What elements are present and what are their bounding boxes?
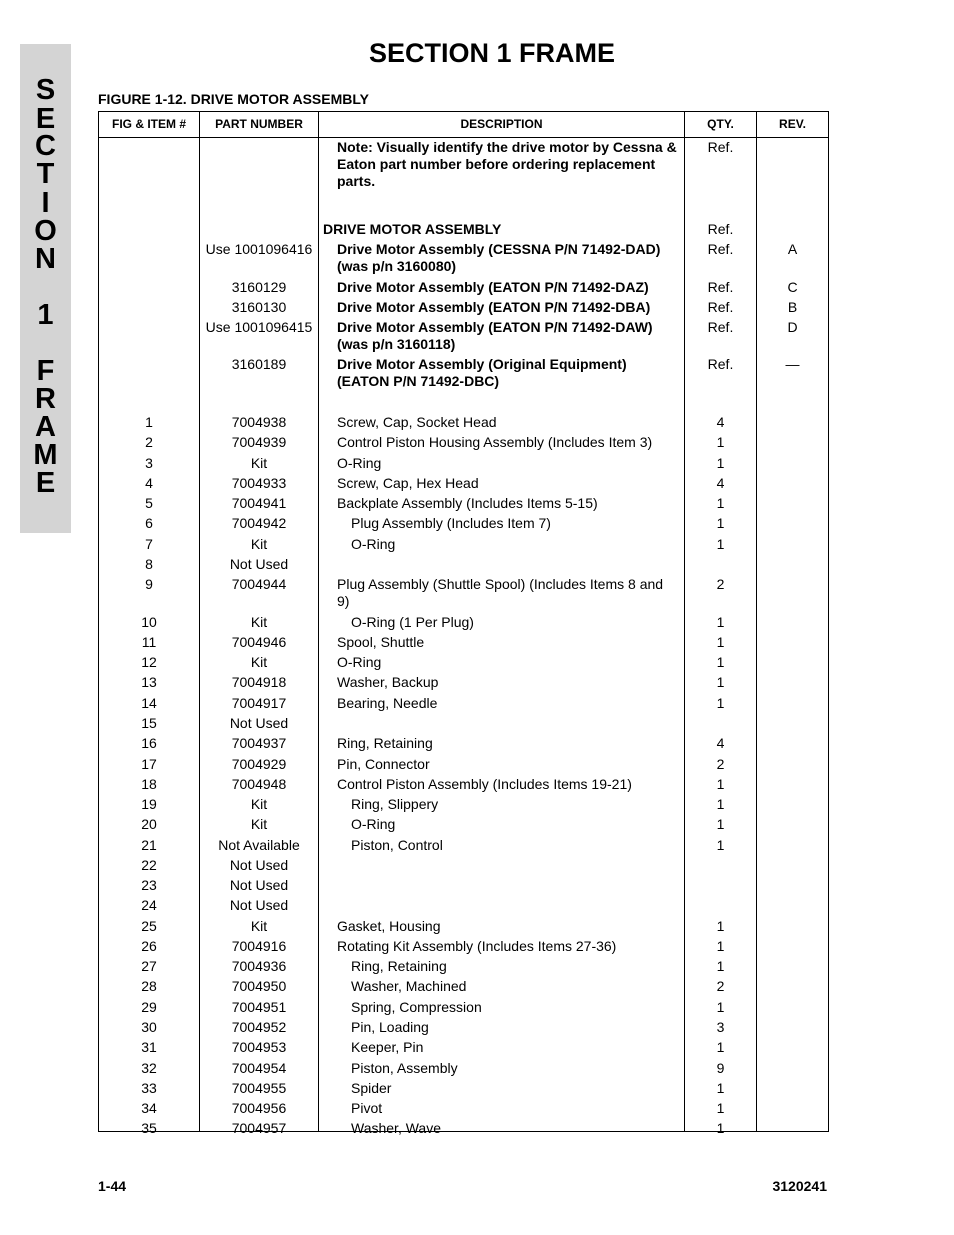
row-part-number: 7004941 (231, 495, 287, 511)
row-part-number: Not Available (218, 837, 300, 853)
row-description: Pivot (351, 1100, 383, 1116)
row-description: Piston, Assembly (351, 1060, 458, 1076)
row-part-number: 7004953 (231, 1039, 287, 1055)
row-part-number: 7004918 (231, 674, 287, 690)
row-part-number: 7004939 (231, 434, 287, 450)
row-quantity: 1 (716, 695, 725, 711)
row-description: O-Ring (1 Per Plug) (351, 614, 474, 630)
row-quantity: 3 (716, 1019, 725, 1035)
parts-table (98, 111, 829, 1136)
row-quantity: 1 (716, 999, 725, 1015)
row-description: Spool, Shuttle (337, 634, 425, 650)
row-quantity: 1 (716, 776, 725, 792)
row-item-number: 28 (141, 978, 157, 994)
row-part-number: 7004946 (231, 634, 287, 650)
row-description: Screw, Cap, Hex Head (337, 475, 479, 491)
row-item-number: 10 (141, 614, 157, 630)
header-rev: REV. (779, 117, 806, 131)
row-revision: A (787, 241, 798, 257)
row-quantity: 1 (716, 1100, 725, 1116)
row-description: Drive Motor Assembly (Original Equipment) (EATON P/N 71492-DBC) (337, 356, 627, 389)
row-part-number: Kit (250, 654, 268, 670)
row-description: Washer, Backup (337, 674, 439, 690)
row-description: Drive Motor Assembly (CESSNA P/N 71492-DAD) (was p/n 3160080) (337, 241, 661, 274)
section-side-tab (20, 44, 71, 533)
row-quantity: 1 (716, 1039, 725, 1055)
row-description: Piston, Control (351, 837, 443, 853)
row-part-number: 7004954 (231, 1060, 287, 1076)
row-item-number: 31 (141, 1039, 157, 1055)
row-item-number: 22 (141, 857, 157, 873)
row-description: Screw, Cap, Socket Head (337, 414, 497, 430)
side-tab-letter: N (35, 243, 56, 275)
row-description: Keeper, Pin (351, 1039, 424, 1055)
header-qty: QTY. (707, 117, 734, 131)
side-tab-letter: 1 (37, 299, 54, 331)
column-divider (318, 112, 319, 1131)
header-part-number: PART NUMBER (215, 117, 303, 131)
row-item-number: 1 (145, 414, 153, 430)
row-item-number: 26 (141, 938, 157, 954)
row-part-number: 7004956 (231, 1100, 287, 1116)
row-item-number: 23 (141, 877, 157, 893)
header-divider (99, 137, 828, 138)
row-part-number: Kit (250, 614, 268, 630)
side-tab-letter: I (41, 187, 50, 219)
row-item-number: 21 (141, 837, 157, 853)
row-part-number: 7004938 (231, 414, 287, 430)
row-part-number: Use 1001096415 (205, 319, 313, 335)
row-item-number: 16 (141, 735, 157, 751)
row-part-number: 7004937 (231, 735, 287, 751)
row-quantity: 2 (716, 978, 725, 994)
row-item-number: 25 (141, 918, 157, 934)
row-description: Pin, Connector (337, 756, 430, 772)
row-item-number: 2 (145, 434, 153, 450)
row-part-number: 7004957 (231, 1120, 287, 1136)
side-tab-letter: F (36, 355, 55, 387)
row-description: Washer, Machined (351, 978, 467, 994)
row-quantity: Ref. (707, 241, 734, 257)
row-part-number: 7004942 (231, 515, 287, 531)
row-revision: D (787, 319, 798, 335)
row-item-number: 12 (141, 654, 157, 670)
row-quantity: 1 (716, 674, 725, 690)
row-part-number: 7004916 (231, 938, 287, 954)
row-quantity: Ref. (707, 139, 734, 155)
row-item-number: 20 (141, 816, 157, 832)
side-tab-letter: C (35, 130, 56, 162)
row-part-number: Not Used (229, 556, 289, 572)
row-revision: B (787, 299, 798, 315)
side-tab-letter: A (35, 411, 56, 443)
row-part-number: 7004951 (231, 999, 287, 1015)
row-description: Spring, Compression (351, 999, 482, 1015)
row-revision: — (785, 356, 800, 372)
row-description: Plug Assembly (Includes Item 7) (351, 515, 551, 531)
row-part-number: Kit (250, 816, 268, 832)
row-part-number: 7004948 (231, 776, 287, 792)
row-item-number: 29 (141, 999, 157, 1015)
row-quantity: Ref. (707, 279, 734, 295)
row-description: O-Ring (337, 455, 382, 471)
row-description: Rotating Kit Assembly (Includes Items 27-36) (337, 938, 617, 954)
row-description: Control Piston Housing Assembly (Includes Item 3) (337, 434, 653, 450)
row-item-number: 11 (141, 634, 157, 650)
row-item-number: 5 (145, 495, 153, 511)
row-description: Pin, Loading (351, 1019, 429, 1035)
row-quantity: 1 (716, 455, 725, 471)
row-description: Note: Visually identify the drive motor by Cessna & Eaton part number before ordering replacement parts. (337, 139, 677, 189)
row-revision: C (787, 279, 798, 295)
side-tab-letter: M (33, 439, 58, 471)
page-title: SECTION 1 FRAME (368, 38, 616, 68)
row-part-number: Not Used (229, 857, 289, 873)
row-part-number: Not Used (229, 715, 289, 731)
row-quantity: 1 (716, 938, 725, 954)
document-number: 3120241 (772, 1178, 827, 1194)
row-quantity: 1 (716, 495, 725, 511)
header-fig-item: FIG & ITEM # (111, 117, 186, 131)
row-item-number: 7 (145, 536, 153, 552)
figure-title: FIGURE 1-12. DRIVE MOTOR ASSEMBLY (98, 91, 369, 107)
row-quantity: 9 (716, 1060, 725, 1076)
row-part-number: Use 1001096416 (205, 241, 313, 257)
row-description: Drive Motor Assembly (EATON P/N 71492-DAW) (was p/n 3160118) (337, 319, 653, 352)
row-description: Washer, Wave (351, 1120, 441, 1136)
row-item-number: 3 (145, 455, 153, 471)
row-description: Plug Assembly (Shuttle Spool) (Includes Items 8 and 9) (337, 576, 664, 609)
row-quantity: 1 (716, 654, 725, 670)
side-tab-letter: E (35, 103, 56, 135)
row-quantity: 4 (716, 414, 725, 430)
row-part-number: 7004933 (231, 475, 287, 491)
row-part-number: 3160189 (231, 356, 287, 372)
row-part-number: 7004944 (231, 576, 287, 592)
row-description: Ring, Retaining (337, 735, 433, 751)
row-part-number: Kit (250, 536, 268, 552)
row-part-number: Not Used (229, 897, 289, 913)
row-description: Drive Motor Assembly (EATON P/N 71492-DBA) (337, 299, 651, 315)
row-item-number: 17 (141, 756, 157, 772)
row-part-number: Kit (250, 455, 268, 471)
row-item-number: 15 (141, 715, 157, 731)
row-item-number: 24 (141, 897, 157, 913)
row-part-number: 3160129 (231, 279, 287, 295)
side-tab-letter: T (36, 158, 55, 190)
row-quantity: 1 (716, 515, 725, 531)
row-part-number: 7004952 (231, 1019, 287, 1035)
side-tab-letter: E (35, 467, 56, 499)
row-item-number: 32 (141, 1060, 157, 1076)
row-item-number: 34 (141, 1100, 157, 1116)
row-part-number: Kit (250, 796, 268, 812)
side-tab-letter: O (34, 215, 57, 247)
row-item-number: 13 (141, 674, 157, 690)
column-divider (756, 112, 757, 1131)
row-quantity: 4 (716, 735, 725, 751)
row-quantity: Ref. (707, 319, 734, 335)
row-quantity: 1 (716, 1120, 725, 1136)
row-part-number: 7004929 (231, 756, 287, 772)
row-item-number: 14 (141, 695, 157, 711)
row-item-number: 9 (145, 576, 153, 592)
row-quantity: Ref. (707, 356, 734, 372)
row-quantity: 1 (716, 1080, 725, 1096)
row-quantity: 1 (716, 434, 725, 450)
row-item-number: 19 (141, 796, 157, 812)
row-description: Drive Motor Assembly (EATON P/N 71492-DAZ) (337, 279, 649, 295)
row-quantity: 1 (716, 958, 725, 974)
row-quantity: 4 (716, 475, 725, 491)
page-number: 1-44 (98, 1178, 127, 1194)
row-description: O-Ring (351, 816, 396, 832)
row-part-number: Kit (250, 918, 268, 934)
row-description: Spider (351, 1080, 392, 1096)
row-item-number: 30 (141, 1019, 157, 1035)
row-quantity: 2 (716, 756, 725, 772)
row-quantity: 1 (716, 918, 725, 934)
row-description: Backplate Assembly (Includes Items 5-15) (337, 495, 598, 511)
row-quantity: 1 (716, 634, 725, 650)
row-item-number: 27 (141, 958, 157, 974)
row-item-number: 35 (141, 1120, 157, 1136)
row-item-number: 33 (141, 1080, 157, 1096)
row-quantity: Ref. (707, 299, 734, 315)
side-tab-letter: S (35, 74, 56, 106)
row-description: DRIVE MOTOR ASSEMBLY (323, 221, 502, 237)
row-quantity: 2 (716, 576, 725, 592)
side-tab-letter: R (35, 383, 56, 415)
row-description: O-Ring (351, 536, 396, 552)
row-description: O-Ring (337, 654, 382, 670)
row-description: Control Piston Assembly (Includes Items 19-21) (337, 776, 632, 792)
row-item-number: 4 (145, 475, 153, 491)
row-description: Bearing, Needle (337, 695, 438, 711)
row-description: Gasket, Housing (337, 918, 441, 934)
row-item-number: 18 (141, 776, 157, 792)
row-part-number: 7004950 (231, 978, 287, 994)
row-item-number: 8 (145, 556, 153, 572)
row-quantity: 1 (716, 536, 725, 552)
row-quantity: 1 (716, 796, 725, 812)
row-item-number: 6 (145, 515, 153, 531)
row-description: Ring, Retaining (351, 958, 447, 974)
row-part-number: 7004936 (231, 958, 287, 974)
row-part-number: Not Used (229, 877, 289, 893)
row-quantity: Ref. (707, 221, 734, 237)
row-part-number: 3160130 (231, 299, 287, 315)
row-part-number: 7004955 (231, 1080, 287, 1096)
header-description: DESCRIPTION (460, 117, 543, 131)
row-description: Ring, Slippery (351, 796, 439, 812)
row-quantity: 1 (716, 614, 725, 630)
row-part-number: 7004917 (231, 695, 287, 711)
row-quantity: 1 (716, 816, 725, 832)
row-quantity: 1 (716, 837, 725, 853)
